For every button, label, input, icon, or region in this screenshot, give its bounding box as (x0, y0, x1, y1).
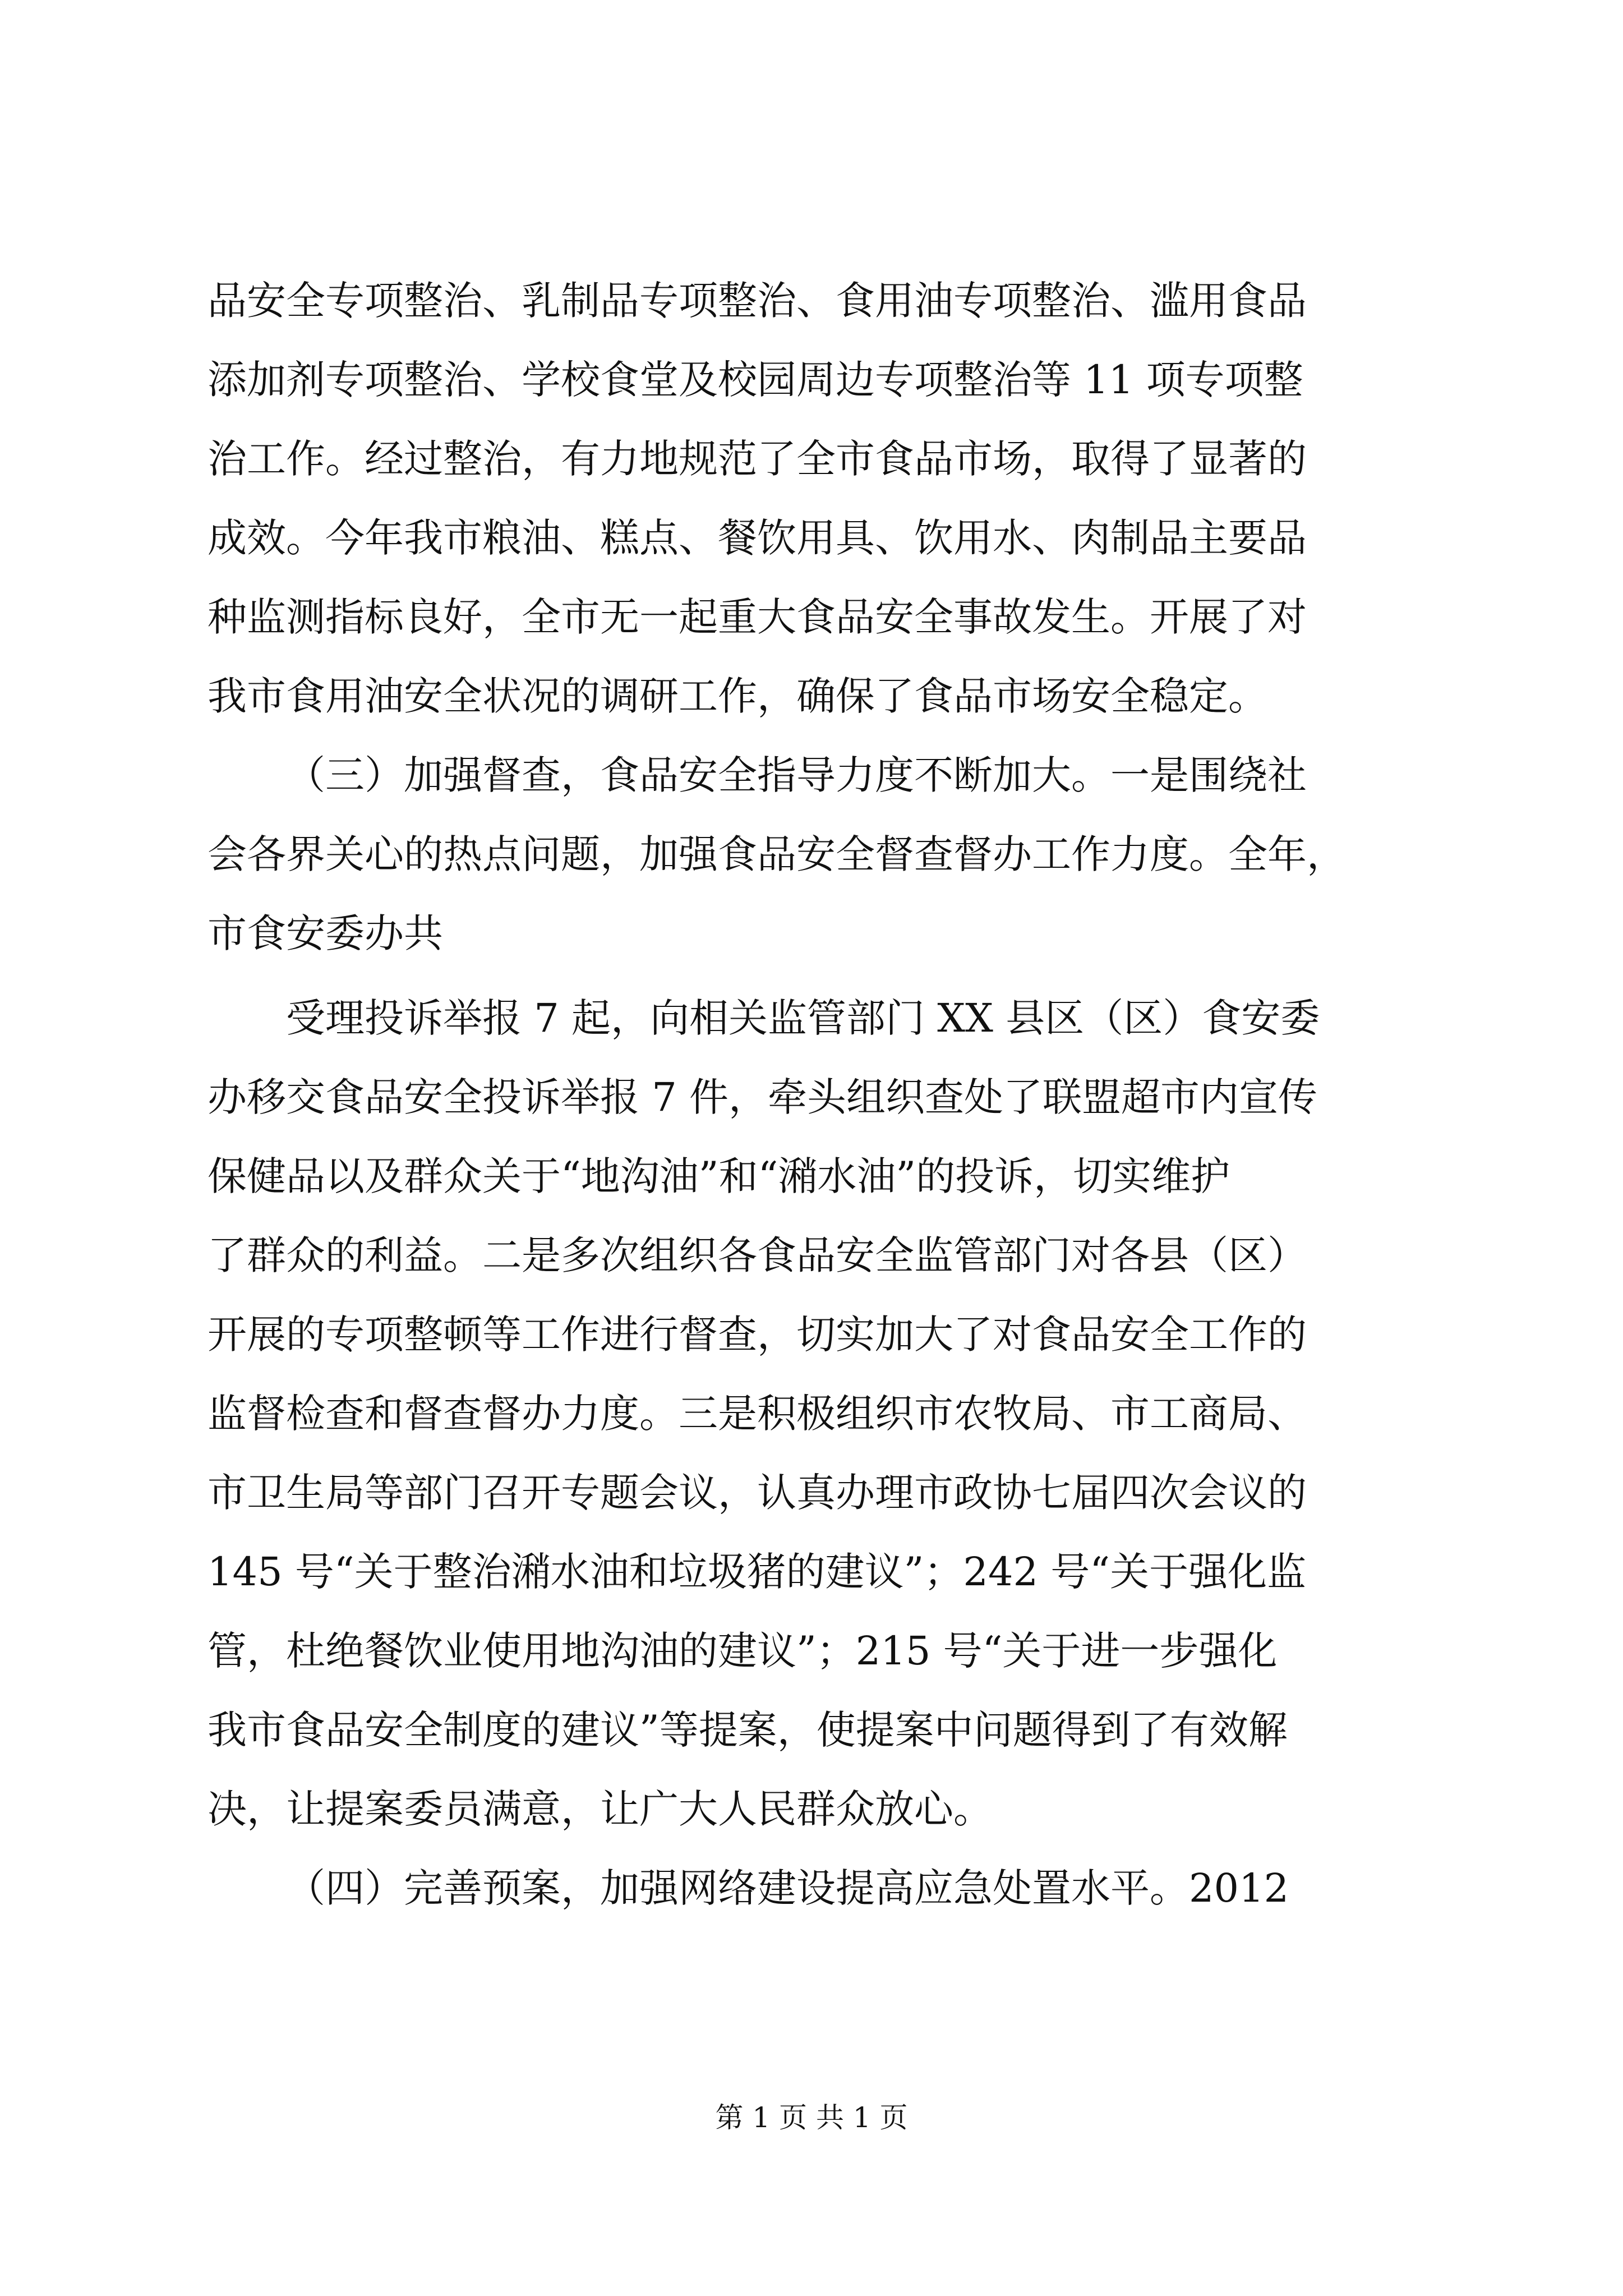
body-text-line: 品安全专项整治、乳制品专项整治、食用油专项整治、滥用食品 (208, 278, 1307, 324)
body-text-line: 成效。今年我市粮油、糕点、餐饮用具、饮用水、肉制品主要品 (208, 515, 1307, 561)
body-text-line: 我市食用油安全状况的调研工作，确保了食品市场安全稳定。 (208, 673, 1267, 719)
body-text-line: 监督检查和督查督办力度。三是积极组织市农牧局、市工商局、 (208, 1391, 1307, 1437)
body-text-line: 决，让提案委员满意，让广大人民群众放心。 (208, 1786, 993, 1832)
paragraph-first-line: 受理投诉举报 7 起，向相关监管部门 XX 县区（区）食安委 (286, 995, 1320, 1041)
body-text-line: 保健品以及群众关于“地沟油”和“潲水油”的投诉，切实维护 (208, 1153, 1230, 1199)
body-text-line: 添加剂专项整治、学校食堂及校园周边专项整治等 11 项专项整 (208, 357, 1303, 403)
body-text-line: 管，杜绝餐饮业使用地沟油的建议”；215 号“关于进一步强化 (208, 1628, 1278, 1674)
body-text-line: 了群众的利益。二是多次组织各食品安全监管部门对各县（区） (208, 1232, 1307, 1278)
body-text-line: 治工作。经过整治，有力地规范了全市食品市场，取得了显著的 (208, 436, 1307, 482)
section-heading-line: （四）完善预案，加强网络建设提高应急处置水平。2012 (286, 1865, 1289, 1911)
body-text-line: 市食安委办共 (208, 910, 443, 956)
body-text-line: 我市食品安全制度的建议”等提案，使提案中问题得到了有效解 (208, 1707, 1288, 1753)
body-text-line: 种监测指标良好，全市无一起重大食品安全事故发生。开展了对 (208, 594, 1307, 640)
section-heading-line: （三）加强督查，食品安全指导力度不断加大。一是围绕社 (286, 752, 1307, 798)
body-text-line: 市卫生局等部门召开专题会议，认真办理市政协七届四次会议的 (208, 1470, 1307, 1516)
body-text-line: 开展的专项整顿等工作进行督查，切实加大了对食品安全工作的 (208, 1312, 1307, 1358)
body-text-line: 会各界关心的热点问题，加强食品安全督查督办工作力度。全年， (208, 831, 1346, 877)
body-text-line: 办移交食品安全投诉举报 7 件，牵头组织查处了联盟超市内宣传 (208, 1074, 1318, 1120)
body-text-line: 145 号“关于整治潲水油和垃圾猪的建议”；242 号“关于强化监 (208, 1549, 1307, 1595)
page-footer: 第 1 页 共 1 页 (715, 2101, 908, 2134)
